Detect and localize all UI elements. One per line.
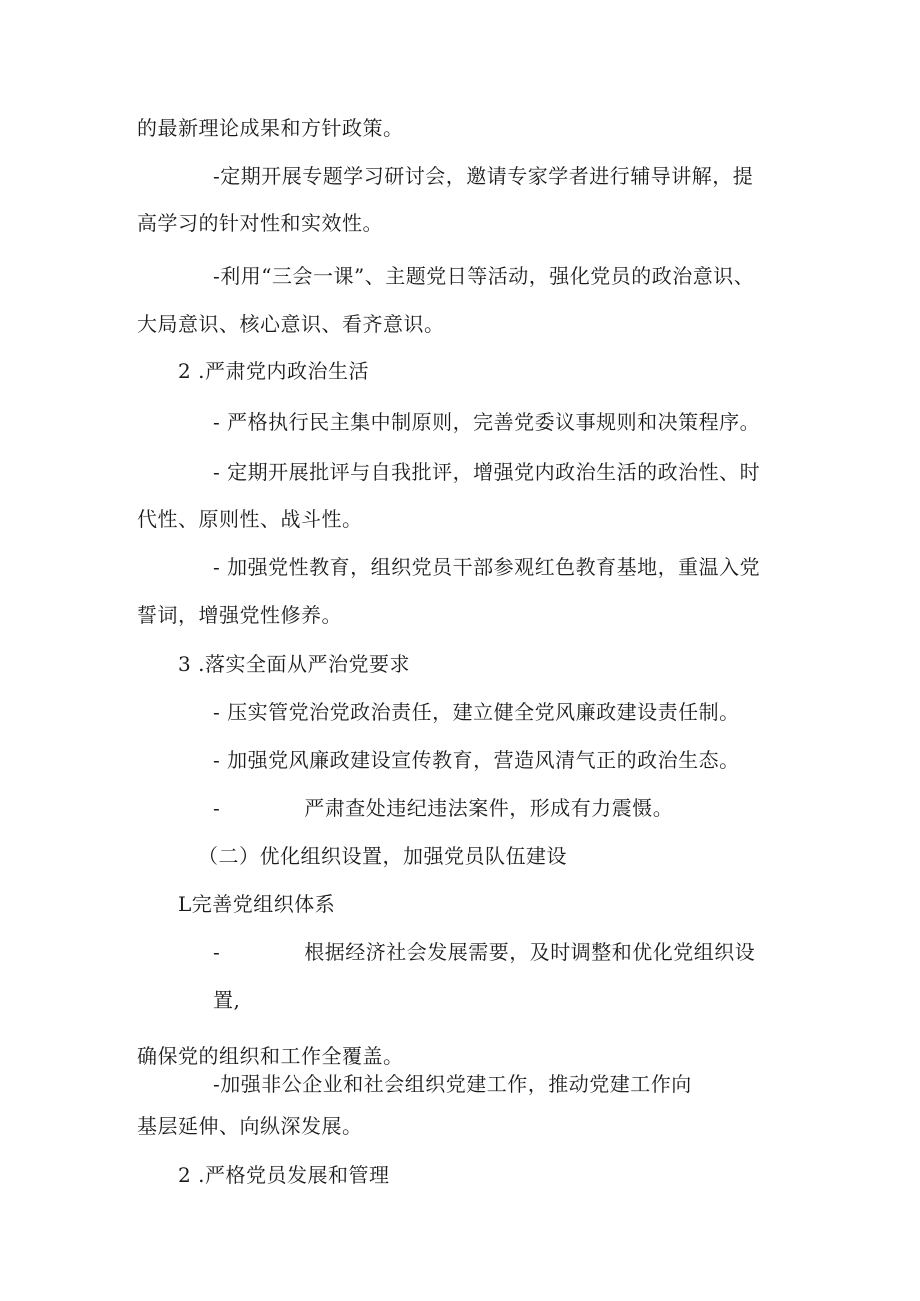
section-heading: 3 .落实全面从严治党要求 <box>178 652 410 676</box>
section-heading: 2 .严格党员发展和管理 <box>178 1163 390 1187</box>
text-line: -加强非公企业和社会组织党建工作，推动党建工作向 <box>213 1072 692 1096</box>
section-heading: L完善党组织体系 <box>178 892 336 916</box>
text-line: -利用“三会一课”、主题党日等活动，强化党员的政治意识、 <box>213 264 755 288</box>
text-line: - 压实管党治党政治责任，建立健全党风廉政建设责任制。 <box>213 700 740 724</box>
text-line: 誓词，增强党性修养。 <box>137 603 342 627</box>
text-line: 置, <box>213 988 241 1012</box>
text-line: 大局意识、核心意识、看齐意识。 <box>137 312 445 336</box>
text-line: -定期开展专题学习研讨会，邀请专家学者进行辅导讲解，提 <box>213 164 754 188</box>
text-line <box>213 794 673 822</box>
text-line: - 加强党性教育，组织党员干部参观红色教育基地，重温入党 <box>213 555 761 579</box>
text-line: - 严格执行民主集中制原则，完善党委议事规则和决策程序。 <box>213 410 761 434</box>
text-line: 高学习的针对性和实效性。 <box>137 211 383 235</box>
text-line: - 加强党风廉政建设宣传教育，营造风清气正的政治生态。 <box>213 748 740 772</box>
line-text: 根据经济社会发展需要，及时调整和优化党组织设 <box>304 940 756 964</box>
text-line: - 定期开展批评与自我批评，增强党内政治生活的政治性、时 <box>213 460 761 484</box>
text-line: 确保党的组织和工作全覆盖。 <box>137 1044 404 1068</box>
line-text: 严肃查处违纪违法案件，形成有力震慑。 <box>304 796 674 820</box>
text-line: 代性、原则性、战斗性。 <box>137 507 363 531</box>
text-line: 的最新理论成果和方针政策。 <box>137 116 404 140</box>
text-line: 基层延伸、向纵深发展。 <box>137 1114 363 1138</box>
text-line <box>213 938 755 966</box>
dash: - <box>213 796 221 820</box>
section-heading: 2 .严肃党内政治生活 <box>178 359 369 383</box>
subsection-heading: （二）优化组织设置，加强党员队伍建设 <box>198 844 567 868</box>
dash: - <box>213 940 221 964</box>
